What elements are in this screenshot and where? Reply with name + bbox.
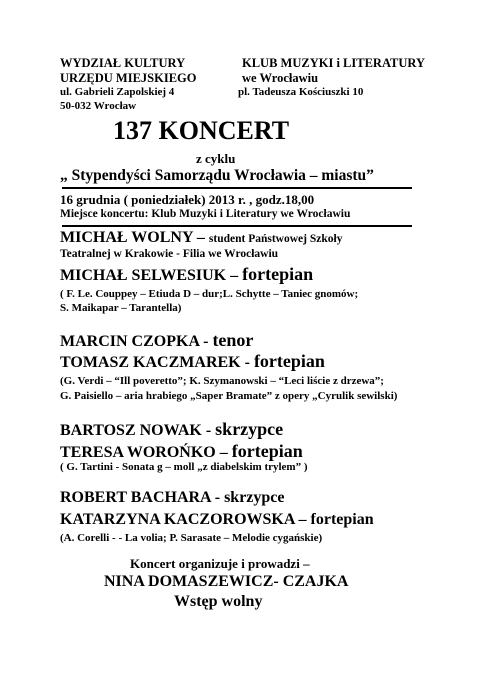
performer-3-instrument: tenor: [212, 330, 254, 350]
performer-5: [60, 420, 283, 439]
dept-postcode: 50-032 Wrocław: [60, 100, 137, 112]
performer-6-name: TERESA WOROŃKO –: [60, 444, 228, 461]
date-line: 16 grudnia ( poniedziałek) 2013 r. , godz.18,00: [60, 192, 315, 207]
organizer-line: Koncert organizuje i prowadzi –: [130, 556, 310, 571]
performer-4-instrument: fortepian: [253, 351, 325, 371]
subtitle: z cyklu: [196, 151, 236, 166]
performer-4-name: TOMASZ KACZMAREK -: [60, 354, 250, 371]
performer-8-name: KATARZYNA KACZOROWSKA –: [60, 511, 307, 528]
performer-2-instrument: fortepian: [242, 264, 314, 284]
performer-5-instrument: skrzypce: [215, 419, 284, 439]
series-name: „ Stypendyści Samorządu Wrocławia – miastu”: [60, 167, 374, 184]
admission: Wstęp wolny: [174, 593, 263, 610]
program-4: (A. Corelli - - La volia; P. Sarasate – Melodie cygańskie): [60, 532, 323, 544]
divider-2: [62, 225, 412, 227]
performer-6: [60, 442, 303, 461]
program-3: ( G. Tartini - Sonata g – moll „z diabelskim trylem” ): [60, 461, 308, 473]
dept-name-1: WYDZIAŁ KULTURY: [60, 56, 186, 70]
performer-7-instrument: skrzypce: [224, 489, 285, 506]
club-address: pl. Tadeusza Kościuszki 10: [238, 86, 364, 98]
performer-1-name: MICHAŁ WOLNY –: [60, 229, 205, 246]
divider-1: [62, 187, 412, 189]
concert-title: 137 KONCERT: [113, 116, 290, 145]
organizer-name: NINA DOMASZEWICZ- CZAJKA: [104, 573, 349, 590]
venue-line: Miejsce koncertu: Klub Muzyki i Literatury we Wrocławiu: [60, 208, 351, 220]
program-2-line-2: G. Paisiello – aria hrabiego „Saper Bramate” z opery „Cyrulik sewilski): [60, 390, 398, 402]
performer-2: [60, 265, 313, 284]
performer-1: [60, 230, 342, 246]
performer-7: [60, 490, 285, 506]
performer-1-desc: student Państwowej Szkoły: [208, 233, 343, 245]
performer-7-name: ROBERT BACHARA -: [60, 489, 221, 506]
performer-5-name: BARTOSZ NOWAK -: [60, 422, 212, 439]
program-2-line-1: (G. Verdi – “Ill poveretto”; K. Szymanowski – “Leci liście z drzewa”;: [60, 375, 384, 387]
club-city: we Wrocławiu: [242, 71, 319, 85]
program-1-line-1: ( F. Le. Couppey – Etiuda D – dur;L. Schytte – Taniec gnomów;: [60, 288, 359, 300]
performer-6-instrument: fortepian: [231, 441, 303, 461]
performer-8-instrument: fortepian: [310, 511, 374, 528]
program-1-line-2: S. Maikapar – Tarantella): [60, 302, 182, 314]
performer-3-name: MARCIN CZOPKA -: [60, 333, 209, 350]
performer-4: [60, 352, 325, 371]
performer-1-school: Teatralnej w Krakowie - Filia we Wrocławiu: [60, 248, 279, 260]
performer-2-name: MICHAŁ SELWESIUK –: [60, 267, 239, 284]
dept-address: ul. Gabrieli Zapolskiej 4: [60, 86, 175, 98]
club-name: KLUB MUZYKI i LITERATURY: [242, 56, 426, 70]
dept-name-2: URZĘDU MIEJSKIEGO: [60, 71, 197, 85]
performer-3: [60, 331, 253, 350]
performer-8: [60, 512, 374, 528]
